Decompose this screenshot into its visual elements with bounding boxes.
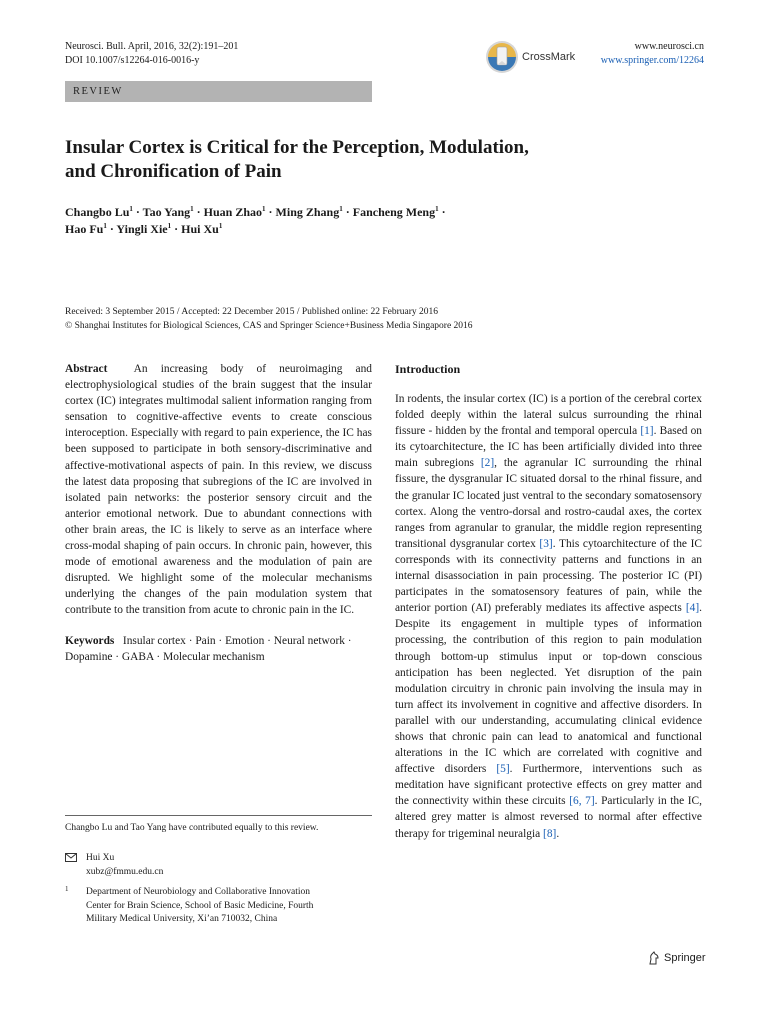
site-link-neurosci[interactable]: www.neurosci.cn [634, 41, 704, 52]
corresponding-name: Hui Xu [86, 853, 115, 863]
introduction-paragraph [395, 391, 702, 842]
received-dates: Received: 3 September 2015 / Accepted: 22 December 2015 / Published online: 22 February 2016 [65, 307, 439, 317]
author-name: Yingli Xie [116, 222, 168, 236]
keywords-text: Insular cortex · Pain · Emotion · Neural network · Dopamine · GABA · Molecular mechanism [65, 634, 352, 663]
journal-header [65, 40, 238, 68]
author-name: Changbo Lu [65, 205, 130, 219]
intro-text: . [556, 827, 560, 840]
intro-text: . Based on its cytoarchitecture, the IC has been artificially divided into three main subregions [395, 425, 702, 470]
author-list [65, 204, 705, 238]
author-affiliation-mark: 1 [167, 222, 172, 230]
author-name: Hao Fu [65, 222, 104, 236]
affiliation-line: Department of Neurobiology and Collaborative Innovation [86, 887, 310, 897]
author-affiliation-mark: 1 [435, 205, 439, 213]
title-line-1: Insular Cortex is Critical for the Perception, Modulation, [65, 137, 529, 158]
affiliation-line: Military Medical University, Xi’an 710032, China [86, 914, 278, 924]
author-name: Hui Xu [181, 222, 219, 236]
publisher-name: Springer [664, 951, 706, 964]
article-type-bar: REVIEW [65, 81, 372, 102]
copyright: © Shanghai Institutes for Biological Sciences, CAS and Springer Science+Business Media Singapore 2016 [65, 321, 473, 331]
citation-link[interactable]: [1] [640, 425, 654, 438]
journal-links [601, 40, 704, 68]
site-link-springer[interactable]: www.springer.com/12264 [600, 55, 704, 66]
author-affiliation-mark: 1 [190, 205, 194, 213]
doi: DOI 10.1007/s12264-016-0016-y [65, 55, 200, 66]
author-name: Tao Yang [142, 205, 191, 219]
left-column [65, 361, 372, 665]
title-line-2: and Chronification of Pain [65, 161, 282, 182]
abstract [65, 361, 372, 619]
author-name: Ming Zhang [275, 205, 340, 219]
envelope-icon [65, 853, 77, 862]
abstract-text: An increasing body of neuroimaging and electrophysiological studies of the brain suggest that the insular cortex (IC) integrates multimodal salient information ranging from sensation to cognitive-affective events to create conscious interoception. Especially with regard to pain experience, the IC has been supposed to participate in both sensory-discriminative and affective-motivational aspects of pain. In this review, we discuss the latest data proposing that subregions of the IC are involved in isolated pain networks: the posterior sensory circuit and the anterior emotional network. Due to abundant connections with other brain areas, the IC is likely to serve as an interface where cross-modal shaping of pain occurs. In chronic pain, however, this mode of emotional awareness and the modulation of pain are disrupted. We highlight some of the molecular mechanisms underlying the changes of the pain modulation system that contribute to the transition from acute to chronic pain in the IC. [65, 363, 373, 617]
author-name: Huan Zhao [203, 205, 263, 219]
author-line-1: Changbo $Lu^1$ · Tao Yang$^1$ · Huan Zhao$^1$ · Ming Zhang$^1$ · Fancheng Meng$^1$ · [65, 205, 446, 219]
right-column [395, 361, 702, 842]
keywords-label: Keywords [65, 634, 115, 647]
journal-citation: Neurosci. Bull. April, 2016, 32(2):191–201 [65, 41, 239, 52]
citation-link[interactable]: [3] [539, 537, 553, 550]
crossmark-icon [484, 38, 520, 76]
footnote-divider [65, 815, 372, 816]
citation-link[interactable]: [4] [685, 602, 700, 615]
equal-contribution-note: Changbo Lu and Tao Yang have contributed equally to this review. [65, 823, 319, 833]
publication-history [65, 305, 705, 333]
corresponding-email[interactable]: xubz@fmmu.edu.cn [86, 866, 164, 877]
intro-text: , the agranular IC surrounding the rhinal fissure, the dysgranular IC situated dorsal to the rhinal fissure, and the granular IC located just ventral to the secondary somatosensory cortex. Along the ventro-dorsal and rostro-caudal axes, the cortex ranges from agranular to granular, the middle region representing transitional dysgranular cortex [395, 457, 702, 550]
author-line-2: Hao $Fu^1$ · Yingli Xie$^1$ · Hui Xu$^1$ [65, 222, 223, 236]
citation-link[interactable]: [2] [480, 457, 495, 470]
affiliation-line: Center for Brain Science, School of Basic Medicine, Fourth [86, 900, 314, 911]
intro-text: . This cytoarchitecture of the IC corresponds with its connectivity patterns and functions in an internal disassociation in pain processing. The posterior IC (PI) participates in the somatosensory features of pain, while the anterior portion (AI) preferably mediates its affective aspects [395, 537, 702, 615]
author-affiliation-mark: 1 [103, 222, 107, 230]
publisher-logo [647, 951, 706, 965]
springer-horse-icon [647, 951, 661, 965]
author-affiliation-mark: 1 [129, 205, 133, 213]
author-affiliation-mark: 1 [218, 222, 223, 230]
keywords [65, 633, 372, 665]
affiliation-number: 1 [65, 885, 69, 893]
intro-text: In rodents, the insular cortex (IC) is a portion of the cerebral cortex folded deeply within the lateral sulcus surrounding the rhinal fissure - hidden by the frontal and temporal opercula [395, 393, 702, 438]
citation-link[interactable]: [6, 7] [569, 795, 595, 808]
author-affiliation-mark: 1 [339, 205, 343, 213]
article-title [65, 136, 705, 184]
abstract-label: Abstract [65, 363, 108, 375]
citation-link[interactable]: [8] [543, 827, 557, 840]
intro-text: . Furthermore, interventions such as meditation have significant protective effects on grey matter and the connectivity within these circuits [395, 763, 702, 808]
intro-text: . Despite its engagement in multiple types of information processing, the contribution of this region to pain modulation through bottom-up stimulus input or top-down conscious anticipation has been neglected. Yet disruption of the pain modulation circuitry in chronic pain involving the insula may in turn affect its involvement in cognitive and affective disorders. In parallel with our understanding, accumulating clinical evidence shows that chronic pain can lead to anatomical and functional alterations in the IC which are correlated with cognitive and affective disorders [395, 602, 702, 776]
crossmark-badge[interactable] [482, 38, 582, 78]
author-name: Fancheng Meng [352, 205, 436, 219]
author-affiliation-mark: 1 [262, 205, 266, 213]
crossmark-label: CrossMark [522, 51, 576, 63]
citation-link[interactable]: [5] [496, 763, 510, 776]
intro-text: . Particularly in the IC, altered grey matter is almost reversed to normal after effective therapy for trigeminal neuralgia [395, 795, 702, 840]
introduction-heading: Introduction [395, 362, 461, 376]
